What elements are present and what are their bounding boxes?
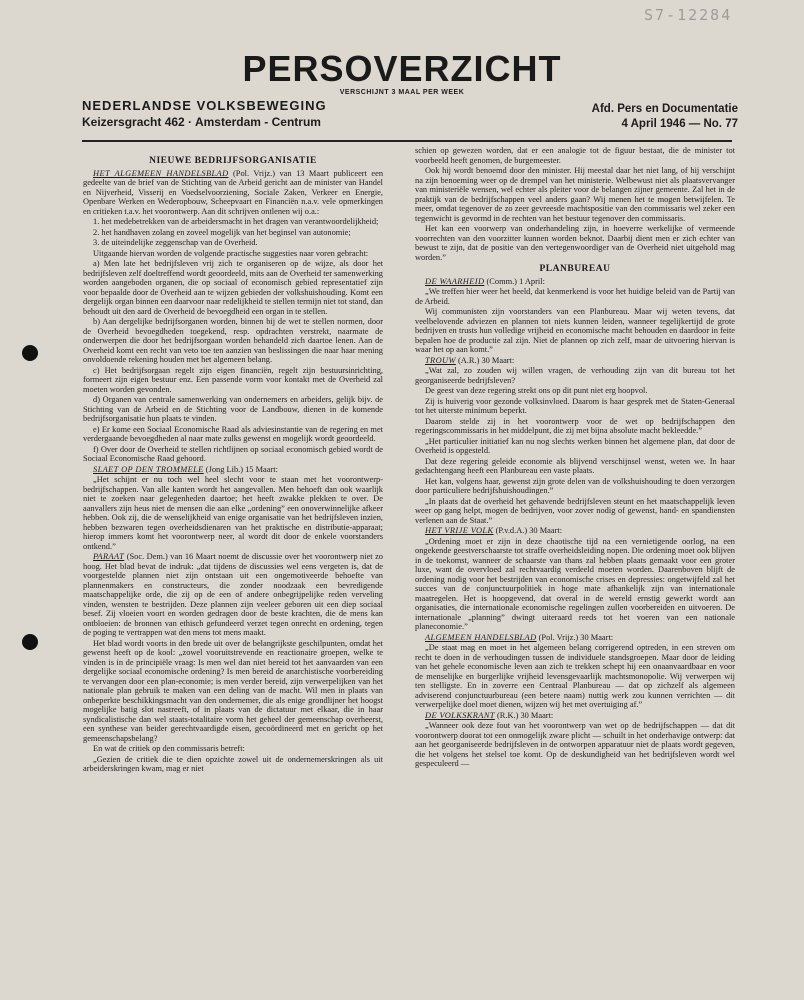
organization-name: NEDERLANDSE VOLKSBEWEGING <box>82 98 327 113</box>
paragraph: f) Over door de Overheid te stellen richtlijnen op sociaal economisch gebied wordt de Sociaal Economische Raad gehoord. <box>83 444 383 463</box>
paragraph: En wat de critiek op den commissaris betreft: <box>93 744 245 753</box>
paragraph: DE VOLKSKRANT (R.K.) 30 Maart: <box>425 710 554 720</box>
paragraph: 2. het handhaven zolang en zoveel mogelijk van het beginsel van autonomie; <box>93 227 351 237</box>
paragraph: schien op gewezen worden, dat er een analogie tot de figuur bestaat, die de minister tot voorbeeld heeft genomen, de burgemeester. <box>415 146 735 165</box>
paragraph: „Gezien de critiek die te dien opzichte zowel uit de ondernemerskringen als uit arbeiderskringen kwam, mag er niet <box>83 754 383 773</box>
source-name: SLAET OP DEN TROMMELE <box>93 464 204 474</box>
department-name: Afd. Pers en Documentatie <box>591 103 738 115</box>
header-divider <box>82 140 732 142</box>
source-name: HET VRIJE VOLK <box>425 526 494 535</box>
source-name: DE WAARHEID <box>425 276 485 286</box>
paragraph: „Het schijnt er nu toch wel heel slecht voor te staan met het voorontwerp-bedrijfschappen. Van alle kanten wordt het aangevallen. Men behoeft dan ook waarlijk niet te zoeken naar gelegenheden daartoe; het heeft zwakke plekken te over. De aanvallers zijn heus niet de mensen die aan elke „ordening” een onoverwinnelijke afkeer hebben. Ook zij, die de wenselijkheid van enige organisatie van het bedrijfsleven inzien, hebben bezwaren tegen overheidsdienaren van het praktische en distributie-apparaat; hierop immers komt het voorontwerp neer, al wordt dit door de enkele voorstanders ontkend.” <box>83 475 383 551</box>
organization-address: Keizersgracht 462 · Amsterdam - Centrum <box>82 115 321 129</box>
paragraph: „Wanneer ook deze fout van het voorontwerp van wet op de bedrijfschappen — dat dit voorontwerp doorat tot een onmogelijk zware plicht — schuilt in het onderhavige ontwerp: dat aan het georganiseerde bedrijfsleven in de ontworpen apparatuur niet de plaats wordt gegeven, die het volgens het stelsel toe komt. Op de deskundigheid van het bedrijfsleven wordt wel gespeculeerd — <box>415 721 735 768</box>
right-column <box>415 146 735 986</box>
publication-title: PERSOVERZICHT <box>242 48 562 89</box>
masthead <box>0 50 804 96</box>
paragraph: Zij is huiverig voor gezonde volksinvloed. Daarom is haar gesprek met de Staten-Generaal tot het uiterste minimum beperkt. <box>415 396 735 415</box>
paragraph: SLAET OP DEN TROMMELE (Jong Lib.) 15 Maart: <box>93 464 278 474</box>
publication-subtitle: VERSCHIJNT 3 MAAL PER WEEK <box>339 89 465 96</box>
punch-hole <box>22 345 38 361</box>
paragraph: PARAAT (Soc. Dem.) van 16 Maart noemt de discussie over het voorontwerp niet zo hoog. Het blad bevat de indruk: „dat tijdens de discussies wel eens vergeten is, dat de voorgestelde plannen niet zijn ontstaan uit een ongemotiveerde behoefte van plannenmakers en constructeurs, die zonder noodzaak een bevredigende maatschappelijke orde, die zij op de een of andere onbegrijpelijke reden verveling vinden, wensten te bestrijden. Deze plannen zijn veeleer geboren uit een diep sociaal besef. Zij vloeien voort en worden gedragen door de beste krachten, die de mens kan ontbloeien: de bronnen van ethisch gefundeerd verzet tegen onrecht en ordening, tegen de poging te vertrappen wat den mens tot mens maakt. <box>83 552 383 637</box>
paragraph: d) Organen van centrale samenwerking van ondernemers en arbeiders, gelijk bijv. de Stichting van de Arbeid en de Stichting voor de Landbouw, dienen in de komende bedrijfsorganisatie hun plaats te vinden. <box>83 395 383 423</box>
paragraph: „De staat mag en moet in het algemeen belang corrigerend optreden, in een streven om recht te doen in de verhoudingen tussen de individuele standsgroepen. Maar door de leiding van het gehele economische leven aan zich te trekken schept hij een onaanvaardbaar en voor de menselijke en burgerlijke vrijheid levensgevaarlijk machtsmonopolie. Wij verwerpen wij ten stelligste. En in zoverre een Centraal Planbureau — dat op zichzelf als algemeen adviserend conjunctuurbureau (een betere naam) nuttig werk zou kunnen verrichten — dit verwerpelijke doel moet dienen, wijzen wij het met overtuiging af.” <box>415 643 735 709</box>
paragraph: a) Men late het bedrijfsleven vrij zich te organiseren op de wijze, als door het bedrijfsleven zelf doeltreffend wordt geoordeeld, mits aan de Overheid ter samenwerking worden aangeboden organen, die op sociaal of economisch gebied representatief zijn voor bepaalde door de Overheid aan te wijzen gebieden der volkshuishouding. Komt een dergelijk organ binnen een daarvoor naar redelijkheid te stellen termijn niet tot stand, dan behoudt uit den aard de Overheid de bevoegdheid een organ in te stellen. <box>83 259 383 316</box>
paragraph: Dat deze regering geleide economie als blijvend verschijnsel wenst, weten we. In haar gedachtengang heeft een Planbureau een vaste plaats. <box>415 456 735 475</box>
paragraph: „In plaats dat de overheid het gehavende bedrijfsleven steunt en het maatschappelijk leven weer op gang helpt, mogen de bedrijven, voor zover nodig of gewenst, hand- en spandiensten verlenen aan de Staat.” <box>415 496 735 525</box>
section-heading: PLANBUREAU <box>539 264 611 274</box>
paragraph: „Wat zal, zo zouden wij willen vragen, de verhouding zijn van dit bureau tot het georganiseerde bedrijfsleven? <box>415 366 735 385</box>
issue-date-number: 4 April 1946 — No. 77 <box>621 118 738 130</box>
paragraph: 3. de uiteindelijke zeggenschap van de Overheid. <box>93 238 258 247</box>
paragraph: Het kan een voorwerp van onderhandeling zijn, in hoeverre werkelijke of vermeende voorrechten van den voorzitter kunnen worden beknot. Daarbij dient men er zich echter van bewust te zijn, dat de positie van den vertegenwoordiger van de Overheid niet uitgehold mag worden.” <box>415 224 735 262</box>
paragraph: Ook hij wordt benoemd door den minister. Hij meestal daar het niet lang, of hij verschijnt na zijn benoeming weer op de drempel van het ministerie. Welbewust niet als plaatsvervanger van ministeriële wensen, wel echter als pleiter voor de belangen zijner gemeente. Zal het in de praktijk van de bedrijfschappen veel anders gaan? Wij menen het te mogen betwijfelen. Te meer, omdat tegenover de zo zeer gevreesde machtspositie van den commissaris wel zeker een tegenwicht is gevormd in de rechten van het bestuur tegenover den commissaris. <box>415 166 735 223</box>
paragraph: b) Aan dergelijke bedrijfsorganen worden, binnen bij de wet te stellen normen, door de Overheid bevoegdheden toegekend, resp. opdrachten verstrekt, naarmate de onderwerpen die door het bedrijfsorgaan worden behandeld zich daartoe lenen. Aan de Overheid komt een recht van veto toe ten aanzien van beslissingen die naar haar mening onvoldoende rekening houden met het algemeen belang. <box>83 317 383 364</box>
organization-block <box>82 98 327 129</box>
paragraph: TROUW (A.R.) 30 Maart: <box>425 355 515 365</box>
paragraph: „Het particulier initiatief kan nu nog slechts werken binnen het algemene plan, dat door de Overheid is opgesteld. <box>415 436 735 455</box>
left-column <box>83 154 383 994</box>
paragraph: c) Het bedrijfsorgaan regelt zijn eigen financiën, regelt zijn bestuursinrichting, formeert zijn eigen bestuur enz. Een passende vorm voor kontakt met de Overheid zal moeten worden gevonden. <box>83 365 383 394</box>
paragraph: Het kan, volgens haar, gewenst zijn grote delen van de volkshuishouding te doen verzorgen door particuliere bedrijfshuishoudingen.” <box>415 476 735 495</box>
punch-hole <box>22 634 38 650</box>
section-heading: NIEUWE BEDRIJFSORGANISATIE <box>149 156 317 166</box>
paragraph: HET VRIJE VOLK (P.v.d.A.) 30 Maart: <box>425 526 563 535</box>
source-name: TROUW <box>425 355 456 365</box>
paragraph: „We treffen hier weer het beeld, dat kenmerkend is voor het huidige beleid van de Partij van de Arbeid. <box>415 287 735 306</box>
paragraph: Het blad wordt voorts in den brede uit over de belangrijkste geschilpunten, omdat het gewenst heeft op de kool: „zowel vooruitstrevende en reactionaire groepen, welke te vinden is in de principiële vraag: Is men wel dan niet bereid tot het aanvaarden van een dergelijke sociaal economische ordening? Is men bereid de anarchistische voorbereiding te vervangen door een plan-economie; is men verder bereid, zijn verwerpelijken van het nationale plan gebruik te maken van een deling van de macht. Wil men in plaats van onbeperkte beschikkingsmacht van den ondernemer, die als enige grondlijner het hoogst mogelijke batig slot nastreeft, of in plaats van de dictatuur met elkaar, die in haar syndicalistische dan wel staats-totalitaire vorm het geheel der gemeenschap overheerst, een synthese van beider gerechtvaardigde eisen, gecoördineerd met en gericht op het gemeenschapsbelang? <box>83 638 383 743</box>
handwritten-archive-note: S7-12284 <box>644 6 733 24</box>
paragraph: Uitgaande hiervan worden de volgende practische suggesties naar voren gebracht: <box>93 248 369 258</box>
paragraph: HET ALGEMEEN HANDELSBLAD (Pol. Vrijz.) van 13 Maart publiceert een gedeelte van de brief van de Stichting van de Arbeid gericht aan de minister van Handel en Nijverheid, Visserij en Voedselvoorziening, Sociale Zaken, Verkeer en Energie, Openbare Werken en Wederopbouw, Scheepvaart en Financiën n.a.v. vele opmerkingen en critieken t.a.v. het voorontwerp. Aan dit schrijven ontlenen wij o.a.: <box>83 168 383 216</box>
issue-block <box>592 102 738 132</box>
source-name: ALGEMEEN HANDELSBLAD <box>425 632 537 642</box>
source-name: PARAAT <box>93 552 125 561</box>
paragraph: Wij communisten zijn voorstanders van een Planbureau. Maar wij weten tevens, dat veelbelovende adviezen en plannen tot niets kunnen leiden, wanneer tegelijkertijd de grote bedrijven en trusts hun volledige vrijheid en economische macht behouden en daardoor in feite bepalen hoe de productie zal zijn. Niet de plannen op zich zelf, maar de uitvoering hiervan is waar het op aan komt.” <box>415 307 735 354</box>
paragraph: „Ordening moet er zijn in deze chaotische tijd na een vernietigende oorlog, na een ongekende geestverschaarste tot straffe overheidsleiding nopen. Die ordening moet ook blijven in de toekomst, wanneer de schaarste van thans zal hebben plaats gemaakt voor een groter luxe, want de overvloed zal rechtvaardig verdeeld moeten worden. Daarenboven blijft de ordening nodig voor het bestrijden van economische crises en depressies: ongetwijfeld zal het succes van de conjunctuurpolitiek in hoge mate afhankelijk zijn van internationale maatregelen. Het is hoopgevend, dat overal in de wereld ernstig gewerkt wordt aan organisaties, die internationale economische regelingen zullen voorbereiden en uitvoeren. De internationale „planning” dwingt uiteraard reeds tot het voeren van een nationale planeconomie.” <box>415 536 735 631</box>
paragraph: Daarom stelde zij in het voorontwerp voor de wet op bedrijfschappen den regeringscommissaris in het middelpunt, die zij met bijna absolute macht bekleedde.” <box>415 416 735 435</box>
paragraph: DE WAARHEID (Comm.) 1 April: <box>425 276 545 286</box>
source-name: DE VOLKSKRANT <box>425 710 495 720</box>
source-name: HET ALGEMEEN HANDELSBLAD <box>93 168 229 178</box>
paragraph: ALGEMEEN HANDELSBLAD (Pol. Vrijz.) 30 Maart: <box>425 632 614 642</box>
paragraph: 1. het medebetrekken van de arbeidersmacht in het dragen van verantwoordelijkheid; <box>93 217 379 226</box>
paragraph: De geest van deze regering strekt ons op dit punt niet erg hoopvol. <box>425 386 648 395</box>
paragraph: e) Er kome een Sociaal Economische Raad als adviesinstantie van de regering en met verdergaande bevoegdheden al naar mate zulks gewenst en mogelijk wordt geoordeeld. <box>83 424 383 443</box>
